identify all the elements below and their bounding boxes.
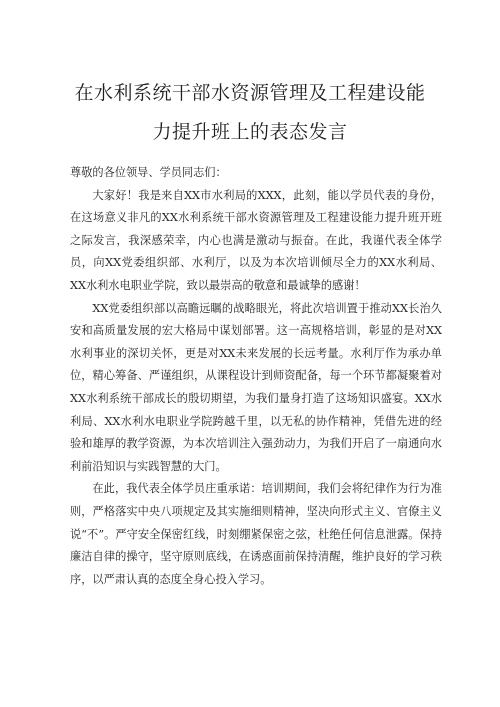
document-body: [70, 162, 442, 591]
paragraph-greeting: 大家好！我是来自XX市水利局的XXX，此刻，能以学员代表的身份，在这场意义非凡的XX水利系统干部水资源管理及工程建设能力提升班开班之际发言，我深感荣幸，内心也满是激动与振奋。在此，我谨代表全体学员，向XX党委组织部、水利厅，以及为本次培训倾尽全力的XX水利局、XX水利水电职业学院，致以最崇高的敬意和最诚挚的感谢！: [70, 188, 442, 292]
document-title-line-1: 在水利系统干部水资源管理及工程建设能: [74, 82, 426, 104]
salutation: 尊敬的各位领导、学员同志们：: [70, 166, 227, 179]
paragraph-commitment: 在此，我代表全体学员庄重承诺：培训期间，我们会将纪律作为行为准则，严格落实中央八项规定及其实施细则精神，坚决向形式主义、官僚主义说“不”。严守安全保密红线，时刻绷紧保密之弦，杜绝任何信息泄露。保持廉洁自律的操守，坚守原则底线，在诱惑面前保持清醒，维护良好的学习秩序，以严肃认真的态度全身心投入学习。: [70, 482, 442, 586]
document-title-line-2: 力提升班上的表态发言: [152, 121, 348, 143]
paragraph-training-significance: XX党委组织部以高瞻远瞩的战略眼光，将此次培训置于推动XX长治久安和高质量发展的宏大格局中谋划部署。这一高规格培训，彰显的是对XX水利事业的深切关怀，更是对XX未来发展的长远考量。水利厅作为承办单位，精心筹备、严谨组织，从课程设计到师资配备，每一个环节都凝聚着对XX水利系统干部成长的殷切期望，为我们量身打造了这场知识盛宴。XX水利局、XX水利水电职业学院跨越千里，以无私的协作精神，凭借先进的经验和雄厚的教学资源，为本次培训注入强劲动力，为我们开启了一扇通向水利前沿知识与实践智慧的大门。: [70, 301, 442, 473]
